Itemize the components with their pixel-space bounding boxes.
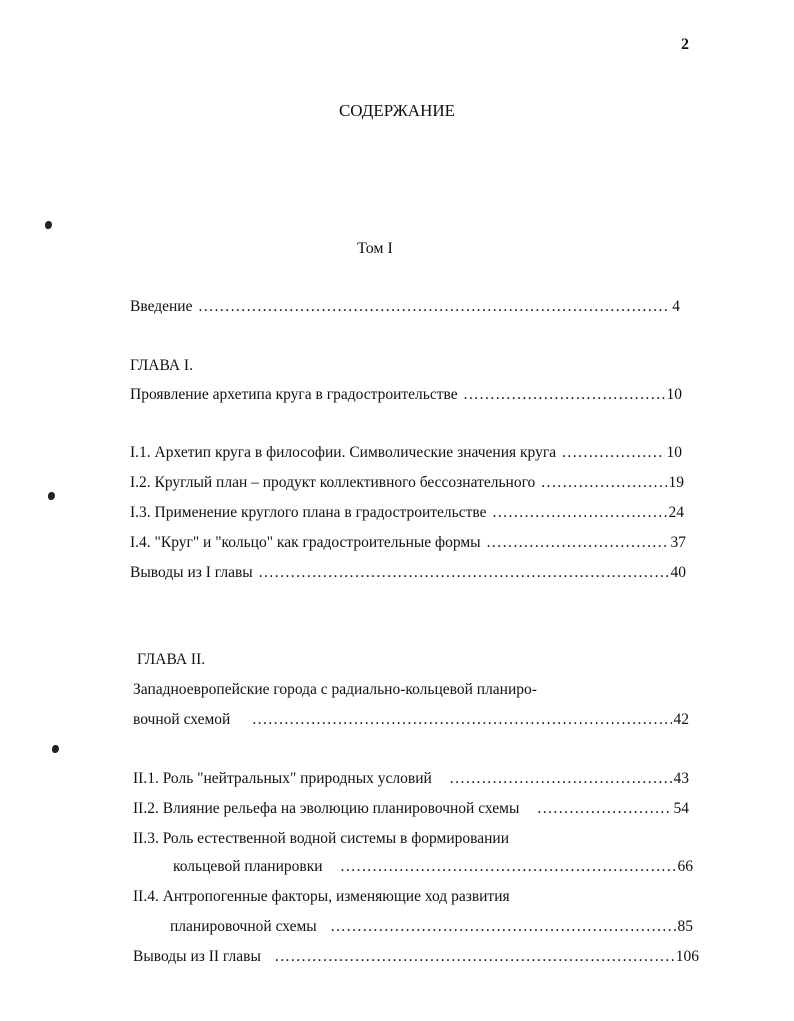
toc-label: Проявление архетипа круга в градостроительстве (130, 386, 458, 403)
toc-page: 4 (672, 298, 680, 315)
volume-title: Том I (357, 240, 393, 257)
toc-label: планировочной схемы (170, 918, 317, 935)
toc-page: 54 (673, 800, 689, 817)
toc-page: 66 (677, 858, 693, 875)
toc-page: 43 (673, 770, 689, 787)
dot-leader (252, 711, 671, 729)
margin-mark (52, 745, 59, 753)
toc-page: 40 (670, 564, 686, 581)
dot-leader (331, 918, 676, 936)
toc-entry[interactable] (130, 444, 682, 466)
toc-label: Выводы из II главы (133, 948, 261, 965)
dot-leader (275, 948, 674, 966)
dot-leader (450, 770, 672, 788)
dot-leader (198, 298, 670, 316)
toc-label: вочной схемой (133, 711, 231, 728)
chapter-heading: ГЛАВА II. (137, 651, 206, 668)
toc-page: 42 (673, 711, 689, 728)
toc-label: I.2. Круглый план – продукт коллективного бессознательного (130, 474, 536, 491)
toc-label: II.2. Влияние рельефа на эволюцию планировочной схемы (133, 800, 520, 817)
toc-entry-introduction[interactable] (130, 298, 680, 320)
toc-entry[interactable] (130, 534, 686, 556)
toc-label: Выводы из I главы (130, 564, 253, 581)
toc-entry[interactable] (133, 770, 689, 792)
toc-entry[interactable] (130, 474, 684, 496)
dot-leader (464, 386, 665, 404)
chapter-heading: ГЛАВА I. (130, 357, 193, 374)
dot-leader (562, 444, 664, 462)
toc-label: I.4. "Круг" и "кольцо" как градостроительные формы (130, 534, 481, 551)
toc-page: 85 (677, 918, 693, 935)
toc-label: I.1. Архетип круга в философии. Символические значения круга (130, 444, 557, 461)
toc-label: Введение (130, 298, 193, 315)
dot-leader (487, 534, 669, 552)
toc-label: II.1. Роль "нейтральных" природных условий (133, 770, 432, 787)
toc-entry[interactable] (133, 948, 699, 970)
dot-leader (492, 504, 666, 522)
margin-mark (48, 492, 55, 500)
toc-page: 37 (670, 534, 686, 551)
toc-entry-line1: II.3. Роль естественной водной системы в формировании (133, 830, 510, 847)
dot-leader (259, 564, 669, 582)
toc-entry-line1: II.4. Антропогенные факторы, изменяющие ход развития (133, 888, 510, 905)
toc-page: 10 (666, 386, 682, 403)
toc-page: 24 (668, 504, 684, 521)
toc-page: 10 (666, 444, 682, 461)
toc-label: I.3. Применение круглого плана в градостроительстве (130, 504, 487, 521)
toc-entry[interactable] (133, 800, 689, 822)
page-number: 2 (681, 36, 689, 53)
toc-label: кольцевой планировки (173, 858, 323, 875)
toc-entry[interactable] (170, 918, 693, 940)
margin-mark (45, 221, 52, 229)
toc-entry[interactable] (130, 564, 686, 586)
document-title: СОДЕРЖАНИЕ (338, 101, 456, 120)
dot-leader (537, 800, 671, 818)
dot-leader (341, 858, 676, 876)
toc-entry[interactable] (173, 858, 693, 880)
toc-page: 106 (675, 948, 699, 965)
toc-entry-chapter1-title[interactable] (130, 386, 682, 408)
dot-leader (541, 474, 666, 492)
toc-entry-chapter2-title[interactable] (133, 711, 689, 733)
toc-page: 19 (668, 474, 684, 491)
chapter-title-line: Западноевропейские города с радиально-кольцевой планиро- (133, 681, 537, 698)
toc-entry[interactable] (130, 504, 684, 526)
